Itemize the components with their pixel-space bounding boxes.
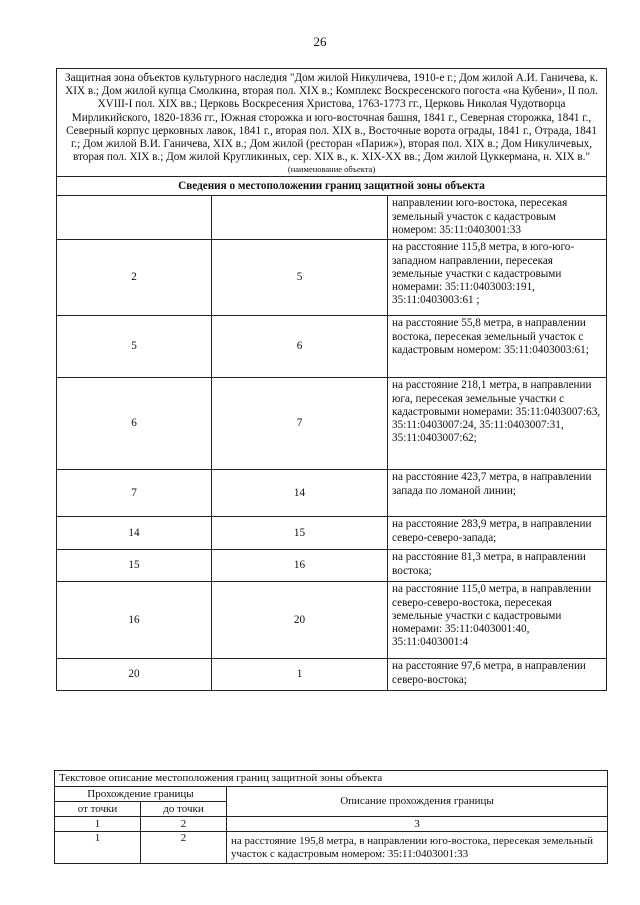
text-description-table xyxy=(54,770,608,864)
from-point: 1 xyxy=(55,832,141,864)
col-to-header: до точки xyxy=(141,802,227,817)
to-point xyxy=(212,196,388,240)
from-point: 7 xyxy=(57,470,212,517)
boundary-description: на расстояние 195,8 метра, в направлении юго-востока, пересекая земельный участок с кадастровым номером: 35:11:0403001:33 xyxy=(227,832,608,864)
text-description-title: Текстовое описание местоположения границ защитной зоны объекта xyxy=(55,771,608,787)
boundary-description: на расстояние 97,6 метра, в направлении северо-востока; xyxy=(388,659,607,691)
to-point: 15 xyxy=(212,517,388,550)
to-point: 7 xyxy=(212,378,388,470)
to-point: 5 xyxy=(212,240,388,316)
from-point: 20 xyxy=(57,659,212,691)
table-row xyxy=(57,517,607,550)
boundary-description: на расстояние 423,7 метра, в направлении запада по ломаной линии; xyxy=(388,470,607,517)
table-row xyxy=(57,196,607,240)
from-point: 16 xyxy=(57,582,212,659)
section-title: Сведения о местоположении границ защитной зоны объекта xyxy=(57,177,607,196)
table-row xyxy=(57,550,607,582)
to-point: 14 xyxy=(212,470,388,517)
col-from-header: от точки xyxy=(55,802,141,817)
object-header xyxy=(57,69,607,177)
from-point: 6 xyxy=(57,378,212,470)
table-row xyxy=(57,470,607,517)
to-point: 16 xyxy=(212,550,388,582)
table-row xyxy=(55,832,608,864)
index-cell: 3 xyxy=(227,817,608,832)
col-description-header: Описание прохождения границы xyxy=(227,787,608,817)
from-point: 14 xyxy=(57,517,212,550)
boundary-description: на расстояние 81,3 метра, в направлении востока; xyxy=(388,550,607,582)
to-point: 1 xyxy=(212,659,388,691)
boundary-description: на расстояние 115,8 метра, в юго-юго-западном направлении, пересекая земельные участки с кадастровыми номерами: 35:11:0403003:191, 35:11:0403003:61 ; xyxy=(388,240,607,316)
page-number: 26 xyxy=(313,34,327,49)
boundary-description: направлении юго-востока, пересекая земельный участок с кадастровым номером: 35:11:0403001:33 xyxy=(388,196,607,240)
boundary-table xyxy=(56,68,607,691)
from-point: 2 xyxy=(57,240,212,316)
table-row xyxy=(57,582,607,659)
boundary-description: на расстояние 283,9 метра, в направлении северо-северо-запада; xyxy=(388,517,607,550)
index-cell: 2 xyxy=(141,817,227,832)
index-cell: 1 xyxy=(55,817,141,832)
boundary-description: на расстояние 115,0 метра, в направлении северо-северо-востока, пересекая земельные участки с кадастровыми номерами: 35:11:0403001:40, 35:11:0403001:4 xyxy=(388,582,607,659)
object-caption: (наименование объекта) xyxy=(287,164,376,175)
table-row xyxy=(57,240,607,316)
to-point: 6 xyxy=(212,316,388,378)
from-point: 5 xyxy=(57,316,212,378)
to-point: 2 xyxy=(141,832,227,864)
from-point: 15 xyxy=(57,550,212,582)
col-group-header: Прохождение границы xyxy=(55,787,227,802)
from-point xyxy=(57,196,212,240)
table-row xyxy=(57,378,607,470)
object-name: Защитная зона объектов культурного наследия "Дом жилой Никуличева, 1910-е г.; Дом жилой А.И. Ганичева, к. XIX в.; Дом жилой купца Смолкина, вторая пол. XIX в.; Комплекс Воскресенского погоста «на Кубени», II пол. XVIII-I пол. XIX вв.; Церковь Воскресения Христова, 1763-1773 гг., Церковь Николая Чудотворца Мирликийского, 1820-1836 гг., Южная сторожка и юго-восточная башня, 1841 г., Северная сторожка, 1841 г., Северный корпус церковных лавок, 1841 г., вторая пол. XIX в., Восточные ворота ограды, 1841 г., Отрада, 1841 г.; Дом жилой В.И. Ганичева, XIX в.; Дом жилой (ресторан «Париж»), вторая пол. XIX в.; Дом Никуличевых, вторая пол. XIX в.; Дом жилой Кругликиных, сер. XIX в., к. XIX-XX вв.; Дом жилой Цуккермана, н. XIX в." xyxy=(65,72,599,164)
boundary-description: на расстояние 218,1 метра, в направлении юга, пересекая земельные участки с кадастровыми номерами: 35:11:0403007:63, 35:11:0403007:24, 35:11:0403007:31, 35:11:0403007:62; xyxy=(388,378,607,470)
boundary-description: на расстояние 55,8 метра, в направлении востока, пересекая земельный участок с кадастровым номером: 35:11:0403003:61; xyxy=(388,316,607,378)
table-row xyxy=(57,659,607,691)
table-row xyxy=(57,316,607,378)
to-point: 20 xyxy=(212,582,388,659)
